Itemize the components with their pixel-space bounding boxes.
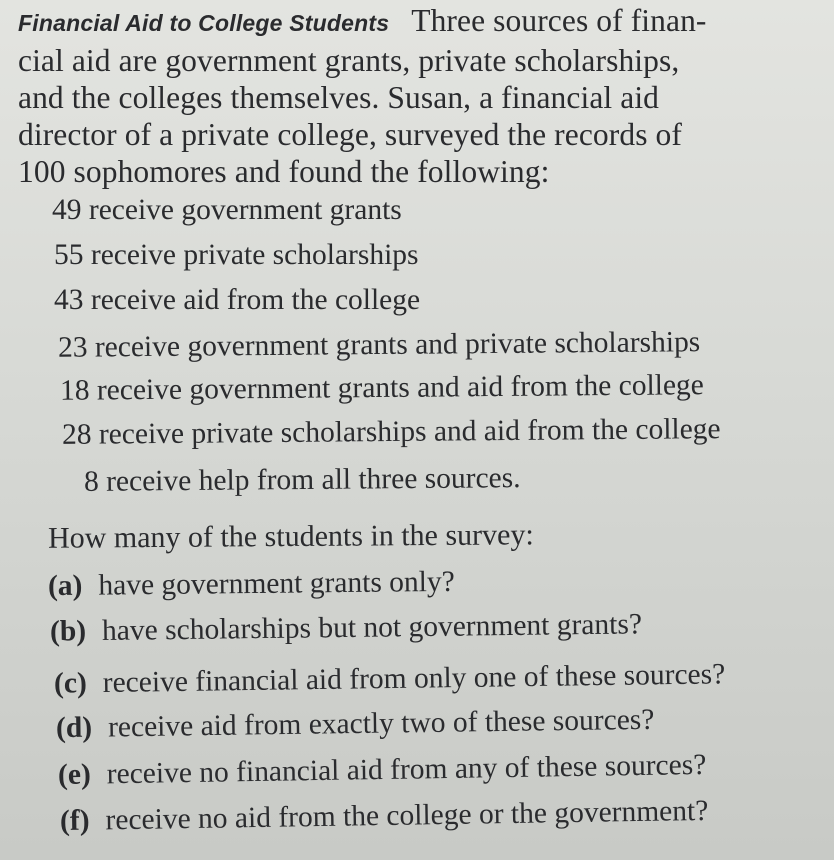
intro-line: cial aid are government grants, private scholarships, [18, 43, 680, 78]
survey-fact: 55 receive private scholarships [54, 239, 419, 271]
problem-intro [18, 2, 778, 190]
survey-fact: 43 receive aid from the college [54, 284, 421, 316]
survey-fact: 28 receive private scholarships and aid from the college [61, 413, 721, 451]
question-label: (a) [47, 569, 83, 603]
question-text: receive no aid from the college or the government? [105, 794, 709, 837]
intro-line: and the colleges themselves. Susan, a financial aid [18, 80, 660, 115]
survey-fact: 23 receive government grants and private scholarships [57, 326, 701, 364]
intro-line [18, 2, 778, 42]
question-text: receive financial aid from only one of these sources? [102, 658, 726, 700]
question-label: (b) [49, 615, 87, 648]
problem-title: Financial Aid to College Students [18, 10, 390, 36]
survey-fact: 18 receive government grants and aid from the college [59, 369, 704, 407]
survey-fact: 8 receive help from all three sources. [83, 462, 521, 498]
survey-fact: 49 receive government grants [52, 194, 402, 226]
question-item [60, 795, 709, 838]
question-label: (f) [59, 804, 90, 838]
question-item [58, 749, 707, 792]
question-label: (e) [57, 758, 92, 792]
question-item [50, 608, 642, 648]
intro-line: 100 sophomores and found the following: [18, 154, 550, 189]
question-item [54, 658, 726, 700]
intro-line-text: Three sources of finan- [411, 3, 707, 38]
question-text: have government grants only? [98, 565, 455, 602]
question-item [56, 704, 655, 745]
question-label: (d) [55, 711, 93, 745]
intro-line: director of a private college, surveyed the records of [18, 117, 682, 152]
question-item [48, 566, 455, 603]
question-text: have scholarships but not government grants? [101, 608, 643, 647]
question-prompt: How many of the students in the survey: [47, 518, 534, 555]
question-text: receive aid from exactly two of these sources? [107, 703, 655, 744]
question-label: (c) [53, 667, 87, 700]
question-text: receive no financial aid from any of these sources? [106, 748, 707, 791]
